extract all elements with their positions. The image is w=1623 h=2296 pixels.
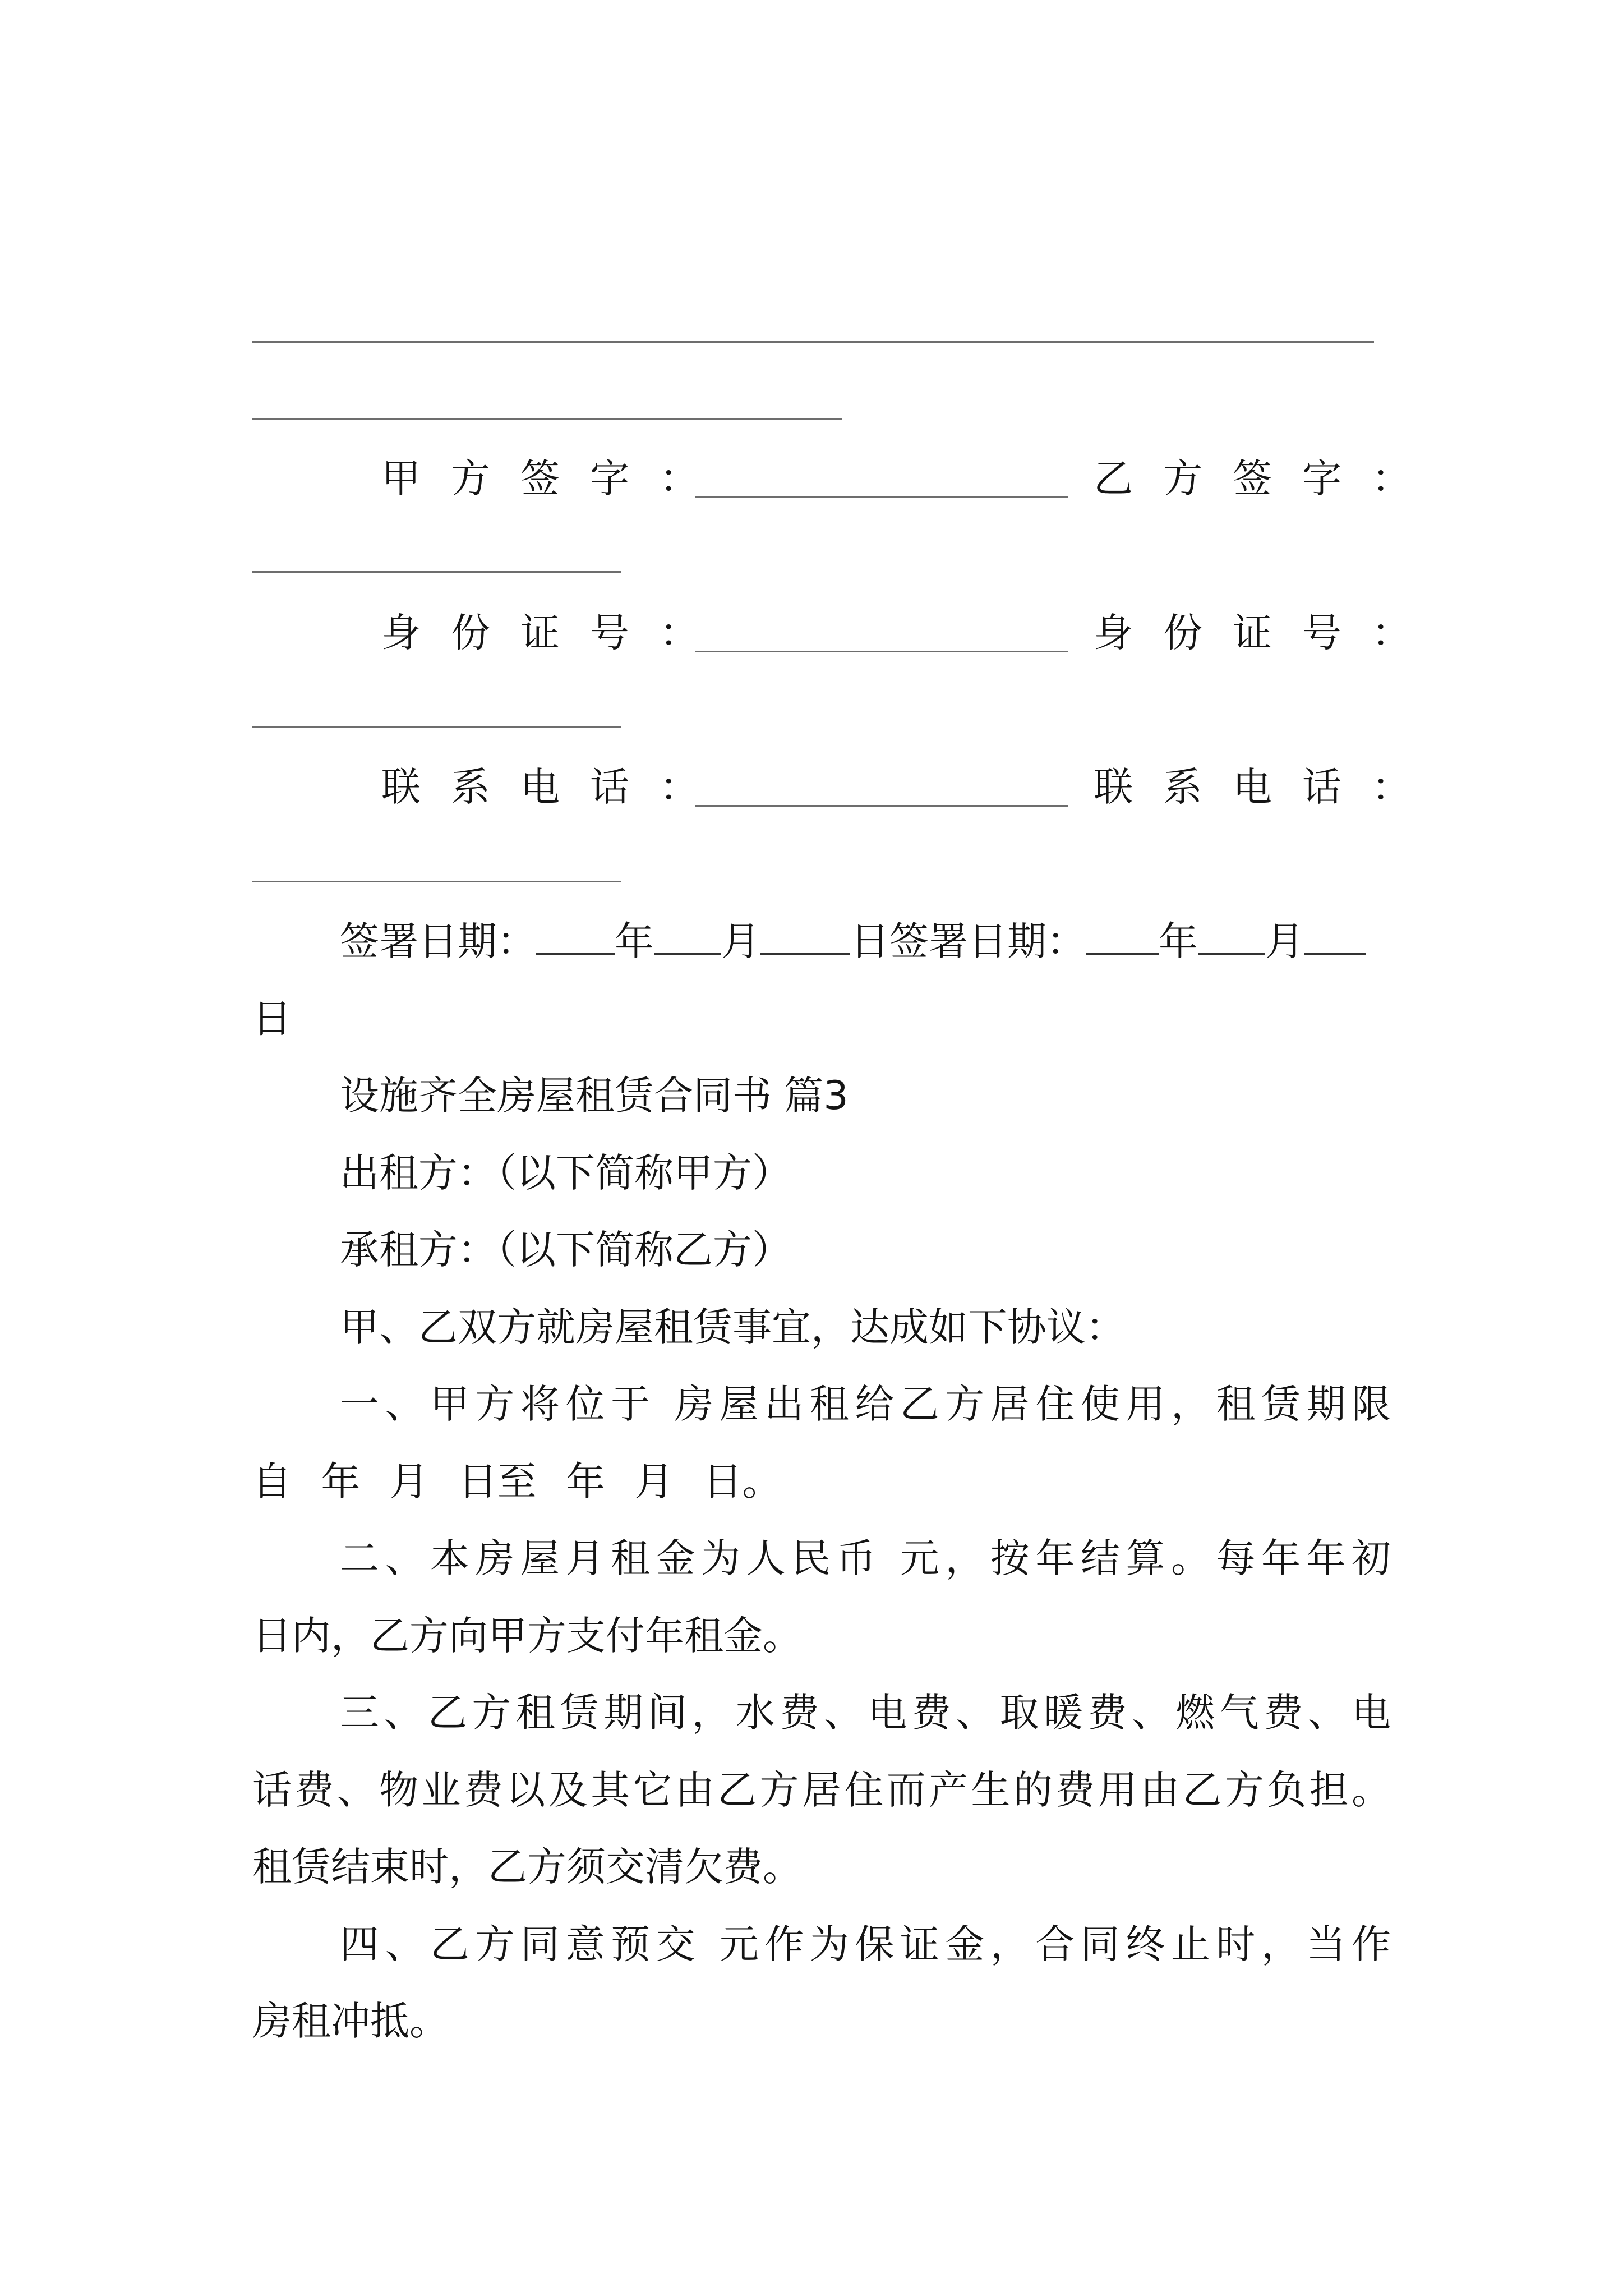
day-blank bbox=[1304, 942, 1366, 955]
party-b-sign-label: 乙方签字： bbox=[1094, 455, 1441, 501]
clause-2-line-2: 日内，乙方向甲方支付年租金。 bbox=[252, 1613, 802, 1659]
party-a-phone-blank bbox=[695, 805, 1068, 807]
month-label: 月 bbox=[721, 918, 760, 964]
clause-2-line-1: 二、本房屋月租金为人民币 元，按年结算。每年年初 bbox=[340, 1535, 1391, 1581]
party-b-phone-blank bbox=[252, 881, 621, 882]
contract-title: 设施齐全房屋租赁合同书 篇3 bbox=[340, 1073, 849, 1119]
party-b-id-label: 身份证号： bbox=[1094, 610, 1441, 656]
year-blank bbox=[1086, 942, 1159, 955]
clause-4-line-2: 房租冲抵。 bbox=[252, 1998, 449, 2044]
party-b-id-blank bbox=[252, 726, 621, 728]
party-a-sign-blank bbox=[695, 496, 1068, 498]
sign-date-b-label: 签署日期： bbox=[889, 918, 1086, 964]
sign-date-a-label: 签署日期： bbox=[340, 918, 536, 964]
party-b-phone-label: 联系电话： bbox=[1094, 764, 1441, 810]
month-blank bbox=[654, 942, 721, 955]
clause-1-line-2: 自 年 月 日至 年 月 日。 bbox=[252, 1458, 782, 1504]
party-b-sign-blank bbox=[252, 571, 621, 573]
clause-3-line-1: 三、乙方租赁期间，水费、电费、取暖费、燃气费、电 bbox=[340, 1690, 1391, 1736]
party-a-phone-label: 联系电话： bbox=[381, 764, 729, 810]
year-label: 年 bbox=[1159, 918, 1198, 964]
day-label: 日 bbox=[850, 918, 889, 964]
intro-line: 甲、乙双方就房屋租赁事宜，达成如下协议： bbox=[340, 1304, 1125, 1350]
sign-date-line bbox=[340, 914, 1366, 968]
party-a-id-blank bbox=[695, 651, 1068, 652]
party-a-id-label: 身份证号： bbox=[381, 610, 729, 656]
lessor-line: 出租方：（以下简称甲方） bbox=[340, 1150, 791, 1196]
year-label: 年 bbox=[615, 918, 654, 964]
month-label: 月 bbox=[1265, 918, 1304, 964]
clause-3-line-2: 话费、物业费以及其它由乙方居住而产生的费用由乙方负担。 bbox=[252, 1767, 1391, 1813]
clause-3-line-3: 租赁结束时，乙方须交清欠费。 bbox=[252, 1844, 802, 1890]
year-blank bbox=[536, 942, 615, 955]
lessee-line: 承租方：（以下简称乙方） bbox=[340, 1227, 791, 1273]
clause-4-line-1: 四、乙方同意预交 元作为保证金，合同终止时，当作 bbox=[340, 1921, 1391, 1967]
month-blank bbox=[1198, 942, 1265, 955]
clause-1-line-1: 一、甲方将位于 房屋出租给乙方居住使用，租赁期限 bbox=[340, 1381, 1391, 1427]
day-blank bbox=[760, 942, 850, 955]
day-label-wrap: 日 bbox=[252, 996, 292, 1042]
fill-line bbox=[252, 418, 842, 420]
party-a-sign-label: 甲方签字： bbox=[381, 455, 729, 501]
fill-line bbox=[252, 341, 1374, 343]
